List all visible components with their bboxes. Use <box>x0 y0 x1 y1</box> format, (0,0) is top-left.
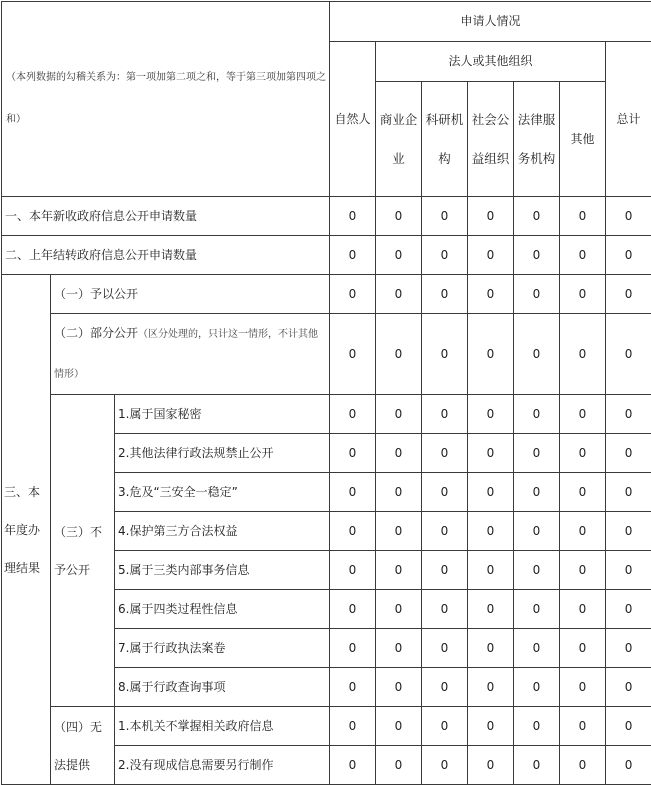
cell-research: 0 <box>422 590 468 629</box>
cell-legal: 0 <box>514 746 560 785</box>
cell-total: 0 <box>606 512 651 551</box>
partial-open-label: （二）部分公开 <box>54 326 138 340</box>
cell-other: 0 <box>560 314 606 395</box>
cell-natural: 0 <box>330 236 376 275</box>
natural-person-header: 自然人 <box>330 42 376 197</box>
row-label <box>51 314 330 395</box>
cell-other: 0 <box>560 275 606 314</box>
cell-natural: 0 <box>330 197 376 236</box>
cell-other: 0 <box>560 551 606 590</box>
cell-research: 0 <box>422 629 468 668</box>
cell-legal: 0 <box>514 395 560 434</box>
cell-research: 0 <box>422 395 468 434</box>
row-label: 1.本机关不掌握相关政府信息 <box>115 707 330 746</box>
cell-total: 0 <box>606 197 651 236</box>
total-header: 总计 <box>606 42 651 197</box>
cell-commercial: 0 <box>376 707 422 746</box>
cell-commercial: 0 <box>376 629 422 668</box>
cell-natural: 0 <box>330 275 376 314</box>
table-row <box>2 197 651 236</box>
cell-total: 0 <box>606 275 651 314</box>
cell-commercial: 0 <box>376 473 422 512</box>
cell-other: 0 <box>560 395 606 434</box>
header-note-text: （本列数据的勾稽关系为：第一项加第二项之和，等于第三项加第四项之和） <box>6 57 326 141</box>
cell-commercial: 0 <box>376 434 422 473</box>
cell-natural: 0 <box>330 512 376 551</box>
table-row <box>2 395 651 434</box>
cell-legal: 0 <box>514 197 560 236</box>
row-label: 1.属于国家秘密 <box>115 395 330 434</box>
cell-social: 0 <box>468 275 514 314</box>
cell-natural: 0 <box>330 629 376 668</box>
row-label: 2.没有现成信息需要另行制作 <box>115 746 330 785</box>
cell-commercial: 0 <box>376 668 422 707</box>
cell-other: 0 <box>560 590 606 629</box>
other-header: 其他 <box>560 82 606 197</box>
cell-legal: 0 <box>514 434 560 473</box>
cell-social: 0 <box>468 236 514 275</box>
row-label: 4.保护第三方合法权益 <box>115 512 330 551</box>
cell-commercial: 0 <box>376 512 422 551</box>
cell-legal: 0 <box>514 236 560 275</box>
cell-total: 0 <box>606 473 651 512</box>
cell-other: 0 <box>560 746 606 785</box>
cell-natural: 0 <box>330 551 376 590</box>
row-label: 6.属于四类过程性信息 <box>115 590 330 629</box>
cell-commercial: 0 <box>376 197 422 236</box>
cell-total: 0 <box>606 746 651 785</box>
cell-total: 0 <box>606 590 651 629</box>
cannot-provide-label: （四）无法提供 <box>51 707 115 785</box>
cell-natural: 0 <box>330 473 376 512</box>
cell-research: 0 <box>422 434 468 473</box>
row-label: （一）予以公开 <box>51 275 330 314</box>
cell-total: 0 <box>606 395 651 434</box>
section3-label: 三、本年度办理结果 <box>2 275 51 785</box>
cell-commercial: 0 <box>376 395 422 434</box>
cell-natural: 0 <box>330 590 376 629</box>
cell-other: 0 <box>560 434 606 473</box>
cell-other: 0 <box>560 629 606 668</box>
cell-social: 0 <box>468 668 514 707</box>
cell-total: 0 <box>606 314 651 395</box>
cell-other: 0 <box>560 707 606 746</box>
cell-other: 0 <box>560 512 606 551</box>
row-label: 二、上年结转政府信息公开申请数量 <box>2 236 330 275</box>
legal-person-header: 法人或其他组织 <box>376 42 606 82</box>
cell-research: 0 <box>422 707 468 746</box>
cell-commercial: 0 <box>376 275 422 314</box>
cell-other: 0 <box>560 473 606 512</box>
cell-social: 0 <box>468 314 514 395</box>
cell-commercial: 0 <box>376 551 422 590</box>
table-row <box>2 314 651 395</box>
cell-other: 0 <box>560 236 606 275</box>
cell-commercial: 0 <box>376 590 422 629</box>
cell-legal: 0 <box>514 473 560 512</box>
cell-social: 0 <box>468 590 514 629</box>
cell-total: 0 <box>606 668 651 707</box>
row-label: 3.危及“三安全一稳定” <box>115 473 330 512</box>
cell-natural: 0 <box>330 668 376 707</box>
not-open-label: （三）不予公开 <box>51 395 115 707</box>
cell-research: 0 <box>422 746 468 785</box>
cell-legal: 0 <box>514 512 560 551</box>
row-label: 2.其他法律行政法规禁止公开 <box>115 434 330 473</box>
table-row <box>2 236 651 275</box>
row-label: 5.属于三类内部事务信息 <box>115 551 330 590</box>
cell-natural: 0 <box>330 314 376 395</box>
cell-total: 0 <box>606 707 651 746</box>
cell-legal: 0 <box>514 590 560 629</box>
cell-total: 0 <box>606 629 651 668</box>
cell-commercial: 0 <box>376 314 422 395</box>
cell-total: 0 <box>606 236 651 275</box>
cell-natural: 0 <box>330 746 376 785</box>
cell-legal: 0 <box>514 629 560 668</box>
cell-other: 0 <box>560 668 606 707</box>
social-welfare-header: 社会公益组织 <box>468 82 514 197</box>
cell-research: 0 <box>422 197 468 236</box>
cell-social: 0 <box>468 707 514 746</box>
cell-social: 0 <box>468 197 514 236</box>
table-row <box>2 707 651 746</box>
cell-natural: 0 <box>330 395 376 434</box>
cell-natural: 0 <box>330 434 376 473</box>
cell-research: 0 <box>422 275 468 314</box>
cell-legal: 0 <box>514 707 560 746</box>
cell-social: 0 <box>468 395 514 434</box>
cell-social: 0 <box>468 746 514 785</box>
cell-legal: 0 <box>514 275 560 314</box>
cell-research: 0 <box>422 551 468 590</box>
cell-research: 0 <box>422 473 468 512</box>
cell-legal: 0 <box>514 551 560 590</box>
cell-research: 0 <box>422 236 468 275</box>
cell-research: 0 <box>422 668 468 707</box>
row-label: 8.属于行政查询事项 <box>115 668 330 707</box>
cell-total: 0 <box>606 434 651 473</box>
cell-commercial: 0 <box>376 236 422 275</box>
row-label: 一、本年新收政府信息公开申请数量 <box>2 197 330 236</box>
cell-social: 0 <box>468 473 514 512</box>
table-row <box>2 275 651 314</box>
cell-social: 0 <box>468 512 514 551</box>
header-note <box>2 2 330 197</box>
cell-research: 0 <box>422 314 468 395</box>
partial-open-note: （区分处理的，只计这一情形，不计其他情形） <box>54 329 318 380</box>
cell-other: 0 <box>560 197 606 236</box>
cell-social: 0 <box>468 434 514 473</box>
cell-total: 0 <box>606 551 651 590</box>
cell-social: 0 <box>468 629 514 668</box>
commercial-header: 商业企业 <box>376 82 422 197</box>
cell-natural: 0 <box>330 707 376 746</box>
cell-legal: 0 <box>514 314 560 395</box>
cell-commercial: 0 <box>376 746 422 785</box>
row-label: 7.属于行政执法案卷 <box>115 629 330 668</box>
applicant-info-header: 申请人情况 <box>330 2 651 42</box>
cell-research: 0 <box>422 512 468 551</box>
cell-social: 0 <box>468 551 514 590</box>
gov-info-table <box>1 1 651 785</box>
research-header: 科研机构 <box>422 82 468 197</box>
legal-service-header: 法律服务机构 <box>514 82 560 197</box>
cell-legal: 0 <box>514 668 560 707</box>
